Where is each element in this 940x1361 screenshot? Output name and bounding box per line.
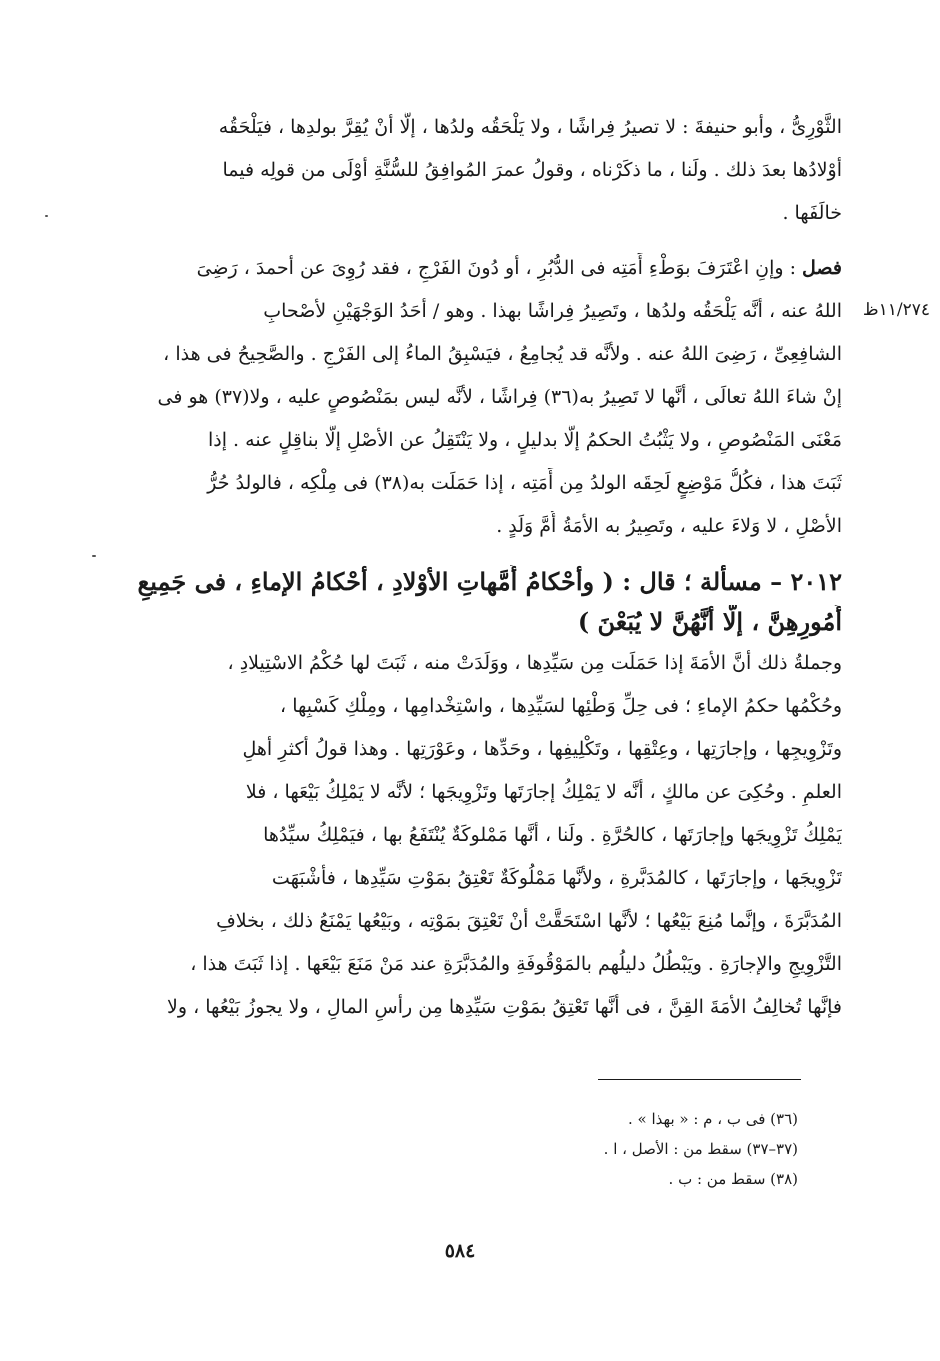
text-line: ثَبَتَ هذا ، فكُلُّ مَوْضِعٍ لَحِقَه الولدُ مِن أَمَتِه ، إذا حَمَلَت به(٣٨) فى مِلْكِه ، فالولدُ حُرُّ [207,472,842,494]
text-line: الشافِعِىِّ ، رَضِىَ اللهُ عنه . ولأنَّه قد يُجامِعُ ، فيَسْبِقُ الماءُ إلى الفَرْجِ . والصَّحِيحُ فى هذا ، [163,343,842,365]
text-line: مَعْنَى المَنْصُوصِ ، ولا يَثْبُتُ الحكمُ إلَّا بدليلٍ ، ولا يَنْتَقِلُ عن الأصْلِ إلَّا بناقِلٍ عنه . إذا [208,429,842,451]
text-line: خالَفَها . [782,202,842,224]
text-line: الأصْلِ ، لا وَلاءَ عليه ، وتَصِيرُ به الأمَةُ أُمَّ وَلَدٍ . [496,515,842,537]
footnote-item: (٣٨) سقط من : ب . [668,1170,798,1188]
heading-line: ٢٠١٢ – مسألة ؛ قال : ( وأحْكامُ أُمَّهاتِ الأوْلادِ ، أحْكامُ الإماءِ ، فى جَمِيعِ [137,567,842,596]
text-line: أوْلادُها بعدَ ذلك . ولَنا ، ما ذكَرْناه ، وقولُ عمرَ المُوافِقُ للسُّنَّةِ أوْلَى من قولِه فيما [222,159,842,181]
text-line: الثَّوْرِىُّ ، وأبو حنيفةَ : لا تصيرُ فِراشًا ، ولا يَلْحَقُه ولدُها ، إلَّا أنْ يُقِرَّ بولدِها ، فيَلْحَقُه [218,116,842,138]
footnotes [500,1108,798,1198]
text-line: اللهُ عنه ، أنَّه يَلْحَقُه ولدُها ، وتَصِيرُ فِراشًا بهذا . وهو / أحَدُ الوَجْهَيْنِ لأصْحابِ [263,300,842,322]
page-number: ٥٨٤ [444,1240,476,1262]
text-line: تَزْوِيجَها ، وإجارَتَها ، كالمُدَبَّرةِ ، ولأنَّها مَمْلُوكَةٌ تَعْتِقُ بمَوْتِ سَيِّدِها ، فأشْبَهَت [271,867,842,889]
text-line [130,253,842,296]
text-line: إنْ شاءَ اللهُ تعالَى ، أنَّها لا تَصِيرُ به(٣٦) فِراشًا ، لأنَّه ليس بمَنْصُوصٍ عليه ، ولا(٣٧) هو فى [157,386,842,408]
fasl-first-line: : وإنِ اعْتَرَفَ بوَطْءِ أَمَتِه فى الدُّبُرِ ، أو دُونَ الفَرْجِ ، فقد رُوِىَ عن أحمدَ ، رَضِىَ [196,257,796,279]
footnote-item: (٣٦) فى ب ، م : « بهذا » . [628,1110,798,1128]
heading-line: أُمُورِهِنَّ ، إلَّا أنَّهُنَّ لا يُبَعْنَ ) [577,607,842,636]
text-line: العلمِ . وحُكِىَ عن مالكٍ ، أنَّه لا يَمْلِكُ إجارَتَها وتَزْوِيجَها ؛ لأنَّه لا يَمْلِكُ بَيْعَها ، فلا [245,781,842,803]
scan-speck [45,215,48,217]
scan-speck [92,555,96,557]
text-line: وحُكْمُها حكمُ الإماءِ ؛ فى حِلِّ وَطْئِها لسَيِّدِها ، واسْتِخْدامِها ، ومِلْكِ كَسْبِها ، [280,695,842,717]
masala-heading [130,565,842,645]
paragraph-explanation [130,648,842,1035]
text-line: يَمْلِكُ تَزْوِيجَها وإجارَتَها ، كالحُرَّةِ . ولَنا ، أنَّها مَمْلوكَةٌ يُنْتَفَعُ بها ، فيَمْلِكُ سيِّدُها [263,824,842,846]
paragraph-continuation [130,112,842,241]
text-line: فإنَّها تُخالِفُ الأمَةَ القِنَّ ، فى أنَّها تَعْتِقُ بمَوْتِ سَيِّدِها مِن رأسِ المالِ ، ولا يجوزُ بَيْعُها ، ولا [167,996,842,1018]
text-line: وجملةُ ذلك أنَّ الأمَةَ إذا حَمَلَت مِن سَيِّدِها ، ووَلَدَتْ منه ، ثَبَتَ لها حُكْمُ الاسْتِيلادِ ، [227,652,842,674]
footnote-item: (٣٧–٣٧) سقط من : الأصل ، ا . [603,1140,798,1158]
fasl-label: فصل [802,257,842,279]
text-line: وتَزْوِيجِها ، وإجارَتِها ، وعِتْقِها ، وتَكْلِيفِها ، وحَدِّها ، وعَوْرَتِها . وهذا قولُ أكثرِ أهلِ [242,738,842,760]
text-line: التَّزْوِيجِ والإجارَةِ . ويَبْطُلُ دليلُهم بالمَوْقُوفَةِ والمُدَبَّرَةِ عند مَنْ مَنَعَ بَيْعَها . إذا ثَبَتَ هذا ، [190,953,842,975]
text-line: المُدَبَّرَةَ ، وإنَّما مُنِعَ بَيْعُها ؛ لأنَّها اسْتَحَقَّتْ أنْ تَعْتِقَ بمَوْتِه ، وبَيْعُها يَمْنَعُ ذلك ، بخلافِ [216,910,842,932]
footnote-divider [598,1079,801,1080]
paragraph-fasl [130,253,842,554]
margin-folio-note: ١١/٢٧٤ظ [862,300,930,320]
